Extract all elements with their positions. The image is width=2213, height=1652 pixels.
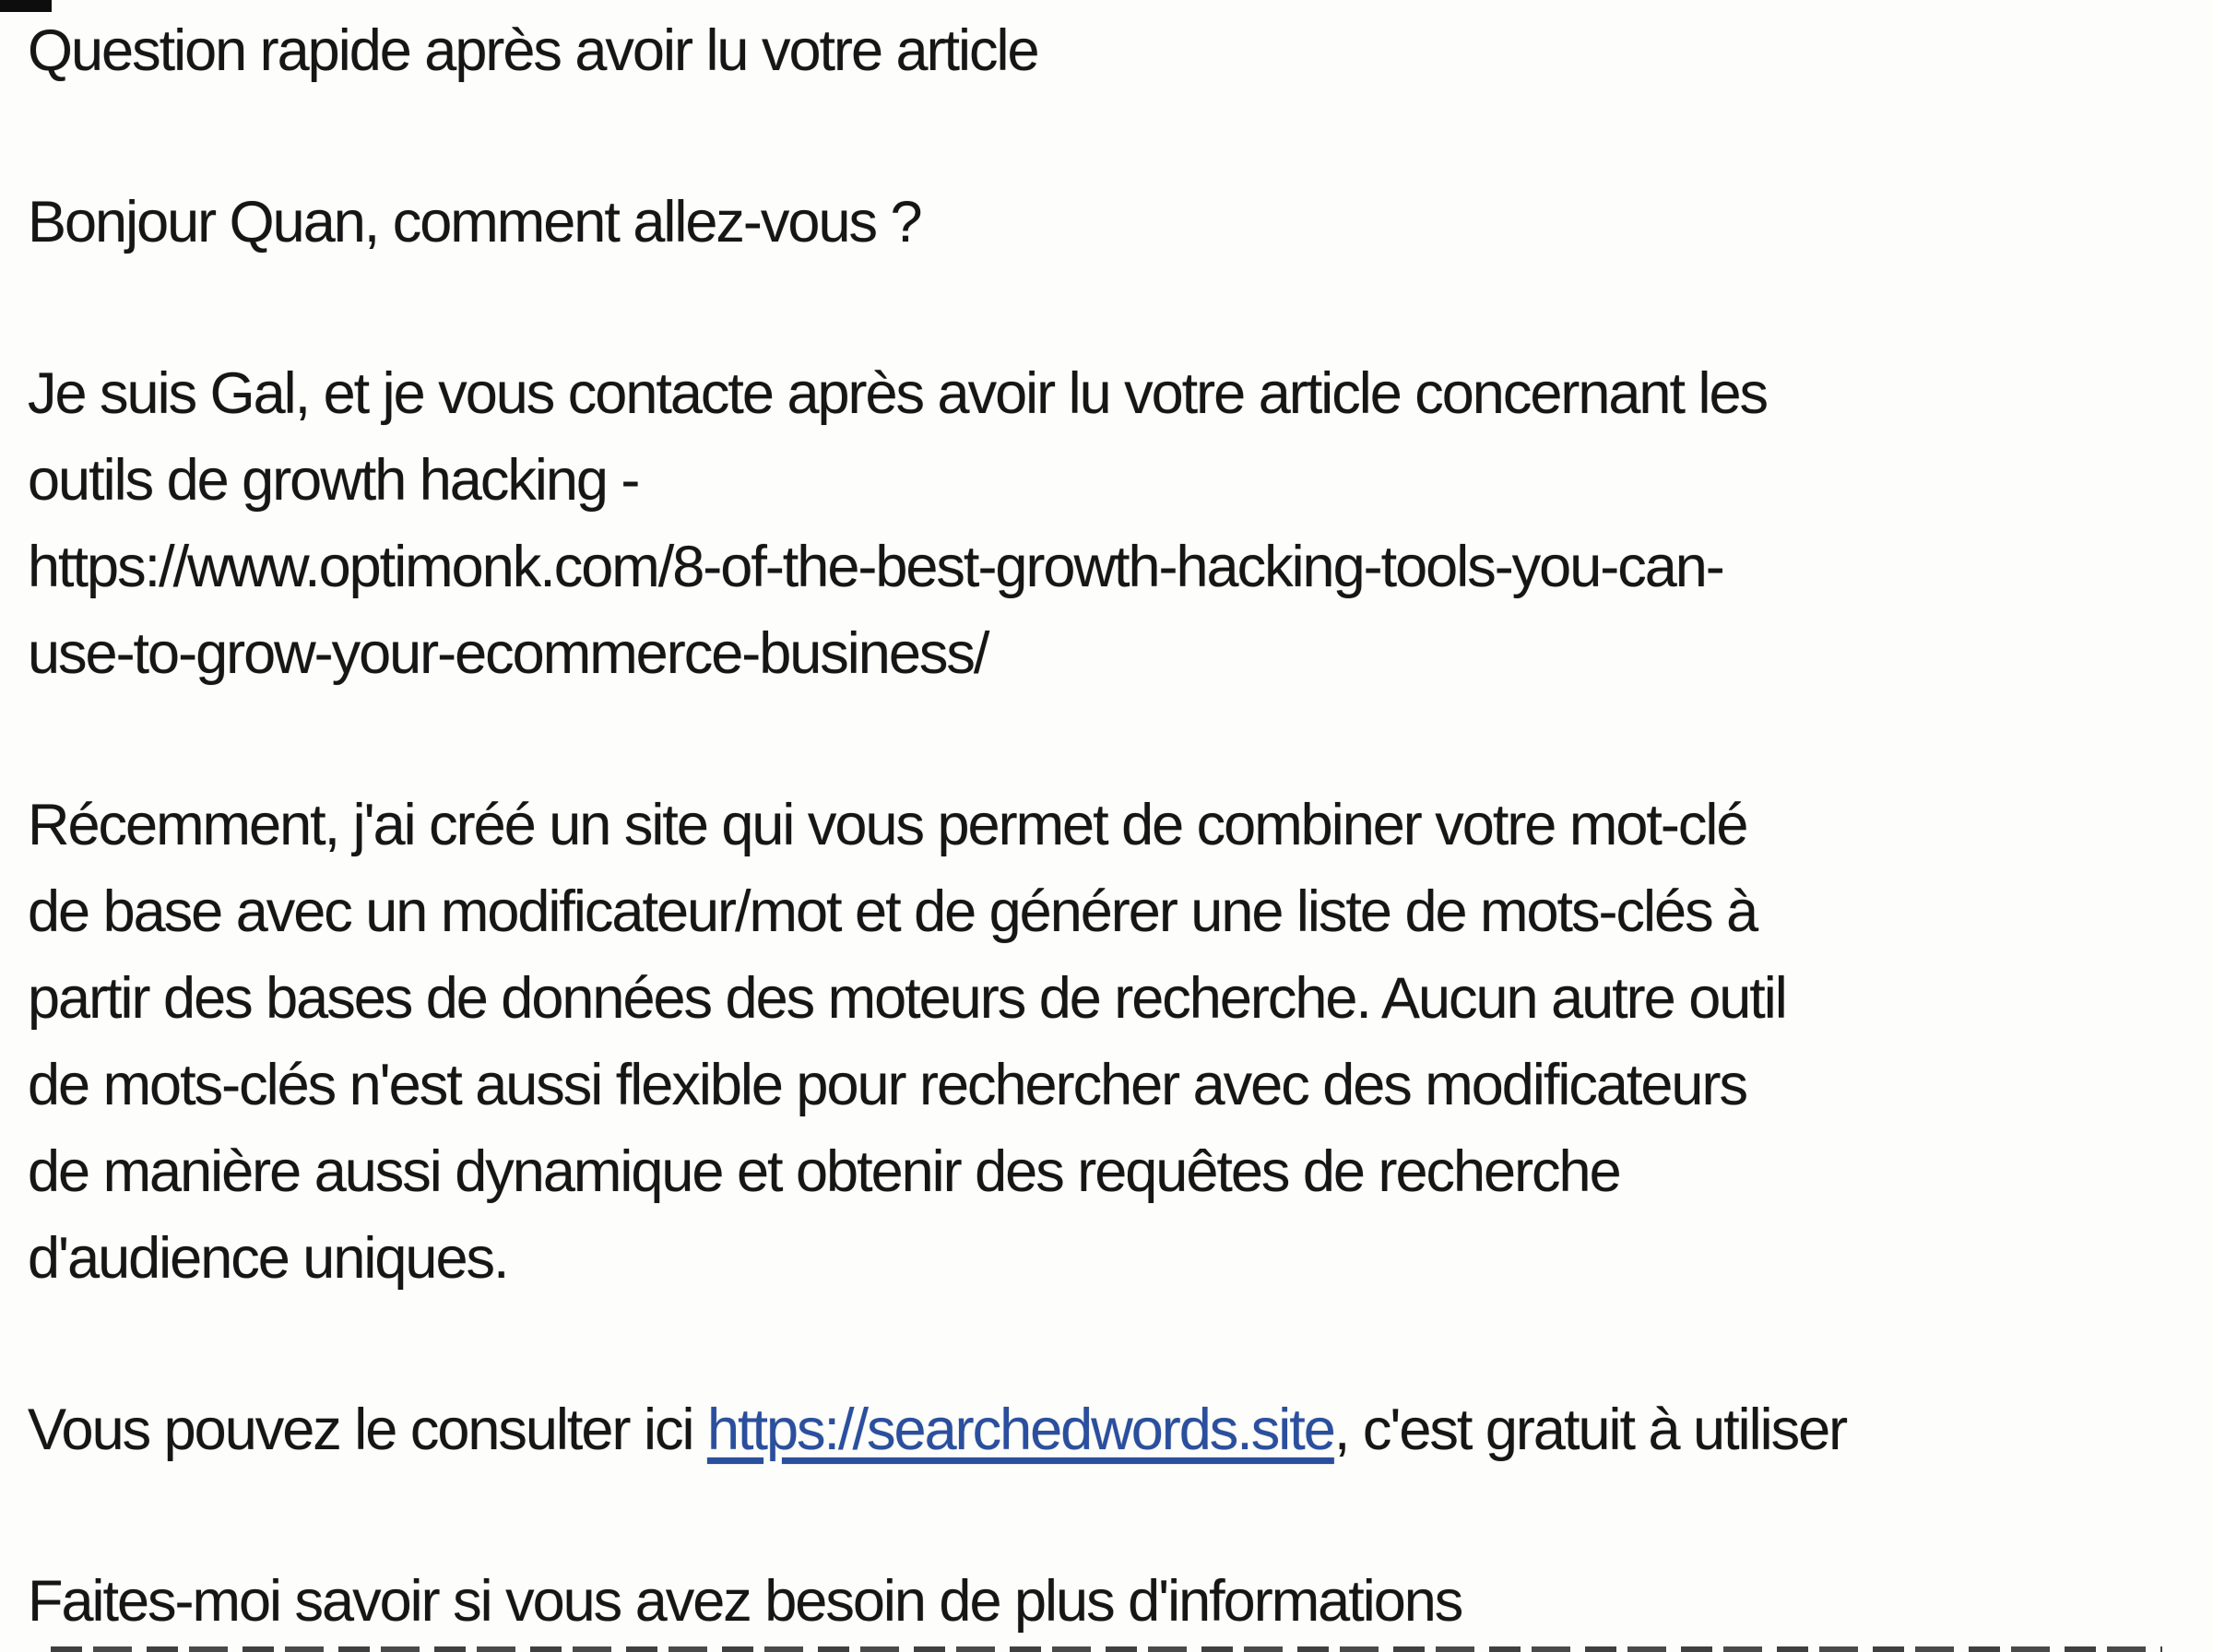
corner-scan-artifact	[0, 0, 52, 12]
closing-line	[28, 1558, 2213, 1645]
pitch-paragraph-line: de mots-clés n'est aussi flexible pour rechercher avec des modificateurs	[28, 1053, 1746, 1117]
pitch-paragraph-line: Récemment, j'ai créé un site qui vous permet de combiner votre mot-clé	[28, 793, 1747, 857]
link-line	[28, 1386, 2213, 1473]
optimonk-url-line: https://www.optimonk.com/8-of-the-best-growth-hacking-tools-you-can-	[28, 535, 1723, 599]
article-paragraph-line: outils de growth hacking -	[28, 448, 639, 513]
pitch-paragraph-line: de manière aussi dynamique et obtenir des requêtes de recherche	[28, 1139, 1620, 1204]
link-line-suffix: , c'est gratuit à utiliser	[1333, 1398, 1847, 1462]
greeting-line	[28, 179, 2213, 266]
pitch-paragraph-line: d'audience uniques.	[28, 1226, 508, 1291]
greeting-text: Bonjour Quan, comment allez-vous ?	[28, 190, 921, 254]
subject-line	[28, 7, 2213, 94]
pitch-paragraph	[28, 782, 2213, 1302]
searchedwords-link[interactable]: https://searchedwords.site	[706, 1398, 1334, 1462]
link-line-prefix: Vous pouvez le consulter ici	[28, 1398, 707, 1462]
pitch-paragraph-line: de base avec un modificateur/mot et de générer une liste de mots-clés à	[28, 879, 1757, 944]
pitch-paragraph-line: partir des bases de données des moteurs de recherche. Aucun autre outil	[28, 966, 1786, 1031]
subject-text: Question rapide après avoir lu votre article	[28, 18, 1038, 83]
article-paragraph-line: Je suis Gal, et je vous contacte après avoir lu votre article concernant les	[28, 361, 1767, 426]
article-paragraph	[28, 350, 2213, 697]
cut-off-text-strip	[51, 1646, 2162, 1652]
closing-text: Faites-moi savoir si vous avez besoin de plus d'informations	[28, 1569, 1462, 1634]
optimonk-url-line: use-to-grow-your-ecommerce-business/	[28, 621, 988, 686]
